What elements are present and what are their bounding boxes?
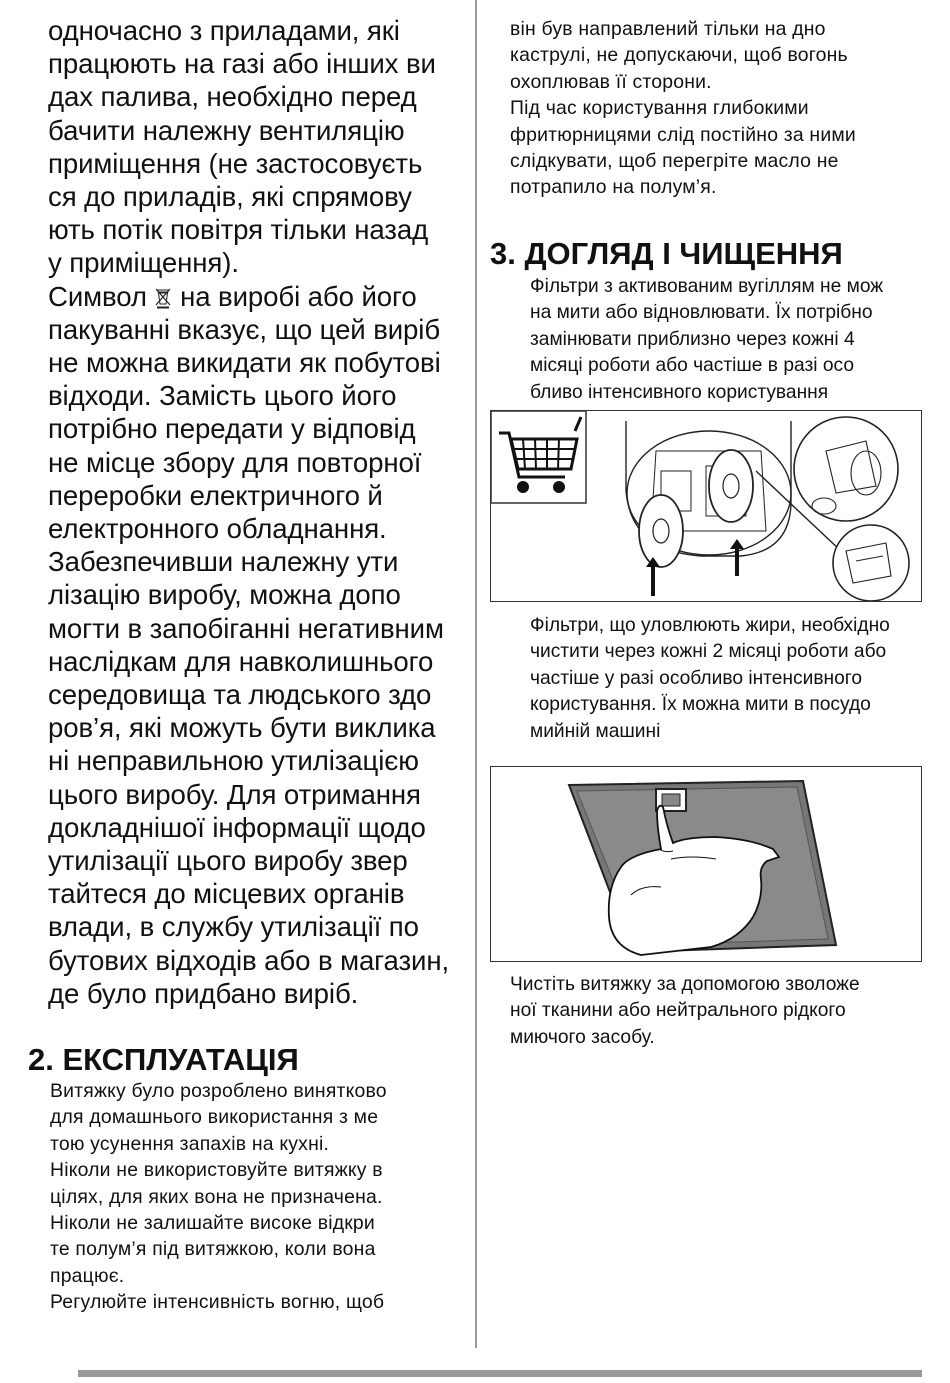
text-line: влади, в службу утилізації по (48, 911, 419, 943)
text-line: середовища та людського здо (48, 679, 432, 711)
usage-text (50, 1078, 465, 1316)
crossed-bin-icon (154, 287, 172, 309)
text-line: дах палива, необхідно перед (48, 81, 417, 113)
left-column (48, 14, 463, 1010)
text-line: тою усунення запахів на кухні. (50, 1132, 330, 1155)
text-line: пакуванні вказує, що цей виріб (48, 313, 441, 345)
text-line: могти в запобіганні негативним (48, 612, 444, 644)
text-line: те полум’я під витяжкою, коли вона (50, 1238, 376, 1261)
cleaning-caption (510, 972, 922, 1051)
text-line: Ніколи не використовуйте витяжку в (50, 1159, 383, 1182)
right-column-top (510, 16, 922, 201)
text-line: не місце збору для повторної (48, 446, 422, 478)
text-line: бливо інтенсивного користування (530, 381, 829, 403)
text-line: у приміщення). (48, 247, 239, 279)
section-heading-usage: 2. ЕКСПЛУАТАЦІЯ (28, 1042, 299, 1077)
grease-filter-figure (490, 766, 922, 962)
text-line: де було придбано виріб. (48, 977, 359, 1009)
text-line: миючого засобу. (510, 1026, 655, 1048)
cleaning-text (510, 972, 922, 1051)
text-line: електронного обладнання. (48, 513, 387, 545)
carbon-filter-text (530, 274, 922, 406)
grease-filter-caption (530, 613, 922, 745)
text-line: мийній машині (530, 720, 661, 742)
text-line: бачити належну вентиляцію (48, 114, 405, 146)
text-line: приміщення (не застосовуєть (48, 147, 423, 179)
text-line: фритюрницями слід постійно за ними (510, 123, 856, 146)
grease-filter-text (530, 613, 922, 745)
section-heading-maintenance: 3. ДОГЛЯД І ЧИЩЕННЯ (490, 236, 843, 271)
text-line: для домашнього використання з ме (50, 1106, 379, 1129)
text-line: замінювати приблизно через кожні 4 (530, 328, 855, 350)
text-line: ють потік повітря тільки назад (48, 214, 429, 246)
text-line: потрапило на полум’я. (510, 176, 717, 199)
text-line: лізацію виробу, можна допо (48, 579, 401, 611)
text-line: ров’я, які можуть бути виклика (48, 712, 436, 744)
text-line: відходи. Замість цього його (48, 380, 397, 412)
text-line: цього виробу. Для отримання (48, 778, 421, 810)
text-line: потрібно передати у відповід (48, 413, 416, 445)
column-divider (475, 0, 477, 1348)
text-line: працюють на газі або інших ви (48, 48, 436, 80)
text-line: Регулюйте інтенсивність вогню, щоб (50, 1291, 385, 1314)
text-line: утилізації цього виробу звер (48, 845, 408, 877)
page-footer-bar (78, 1370, 922, 1377)
ventilation-paragraph (48, 14, 463, 280)
symbol-line-rest: на виробі або його (180, 280, 417, 312)
text-line: Під час користування глибокими (510, 97, 809, 120)
text-line: Фільтри, що уловлюють жири, необхідно (530, 615, 890, 636)
text-line: місяці роботи або частіше в разі осо (530, 355, 855, 377)
text-line: на мити або відновлювати. Їх потрібно (530, 302, 873, 324)
carbon-filter-paragraph (530, 274, 922, 406)
text-line: користування. Їх можна мити в посудо (530, 694, 871, 716)
text-line: наслідкам для навколишнього (48, 645, 434, 677)
text-line: Фільтри з активованим вугіллям не мож (530, 276, 884, 297)
grease-filter-removal-illustration (491, 767, 921, 961)
symbol-word: Символ (48, 280, 147, 312)
text-line: переробки електричного й (48, 479, 383, 511)
usage-paragraph (50, 1078, 465, 1316)
text-line: частіше у разі особливо інтенсивного (530, 667, 863, 689)
text-line: цілях, для яких вона не призначена. (50, 1185, 383, 1208)
text-line: Чистіть витяжку за допомогою зволоже (510, 974, 860, 995)
text-line: Забезпечивши належну ути (48, 546, 399, 578)
text-line: він був направлений тільки на дно (510, 18, 826, 40)
text-line (48, 280, 463, 313)
text-line: слідкувати, щоб перегріте масло не (510, 150, 839, 173)
text-line: Витяжку було розроблено винятково (50, 1080, 387, 1102)
carbon-filter-replacement-illustration (491, 411, 921, 601)
disposal-paragraph (48, 280, 463, 1010)
fire-safety-text (510, 16, 922, 201)
carbon-filter-figure (490, 410, 922, 602)
text-line: одночасно з приладами, які (48, 15, 400, 46)
text-line: бутових відходів або в магазин, (48, 944, 450, 976)
text-line: Ніколи не залишайте високе відкри (50, 1212, 375, 1235)
text-line: охоплював її сторони. (510, 70, 712, 93)
text-line: чистити через кожні 2 місяці роботи або (530, 641, 887, 663)
text-line: ся до приладів, які спрямову (48, 181, 412, 213)
text-line: ні неправильною утилізацією (48, 745, 419, 777)
text-line: ної тканини або нейтрального рідкого (510, 1000, 846, 1022)
text-line: тайтеся до місцевих органів (48, 878, 405, 910)
text-line: працює. (50, 1264, 125, 1287)
text-line: докладнішої інформації щодо (48, 811, 426, 843)
text-line: не можна викидати як побутові (48, 347, 441, 379)
text-line: каструлі, не допускаючи, щоб вогонь (510, 44, 848, 67)
